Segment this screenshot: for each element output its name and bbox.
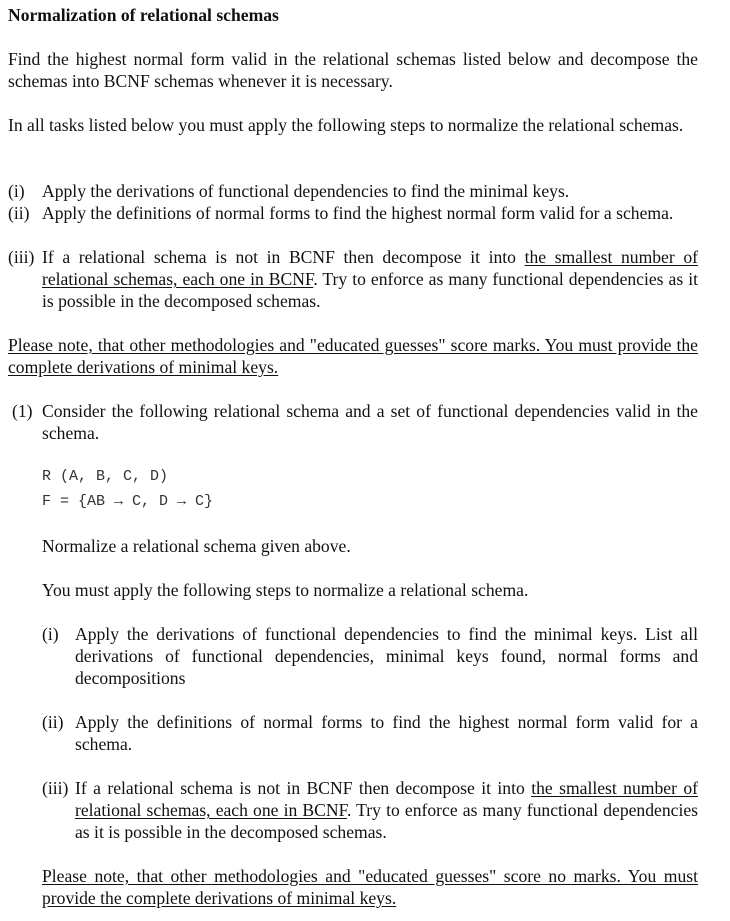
intro-paragraph: Find the highest normal form valid in the relational schemas listed below and decompose the schemas into BCNF schemas whenever it is necessary. (8, 49, 698, 91)
step-text: Apply the derivations of functional dependencies to find the minimal keys. List all derivations of functional dependencies, minimal keys found, normal forms and decompositions (75, 624, 698, 688)
task-step-item-iii (42, 777, 698, 843)
step-item-iii (8, 246, 698, 312)
step-number: (iii) (8, 247, 35, 267)
apply-instruction: You must apply the following steps to normalize a relational schema. (42, 580, 529, 600)
step-text: If a relational schema is not in BCNF then decompose it into the smallest number of relational schemas, each one in BCNF. Try to enforce as many functional dependencies as it is possible in the decomposed schemas. (42, 247, 698, 311)
step-item-ii (8, 202, 698, 246)
task-step-item-ii (42, 711, 698, 755)
step-number: (i) (42, 624, 59, 644)
step-number: (iii) (42, 778, 69, 798)
task-step-item-i (42, 623, 698, 689)
task-note-paragraph: Please note, that other methodologies and "educated guesses" score no marks. You must provide the complete derivations of minimal keys. (42, 866, 698, 908)
step-text: Apply the definitions of normal forms to find the highest normal form valid for a schema. (42, 203, 674, 223)
page-title: Normalization of relational schemas (8, 5, 279, 25)
step-number: (i) (8, 181, 25, 201)
step-number: (ii) (8, 203, 30, 223)
normalize-instruction: Normalize a relational schema given above. (42, 536, 351, 556)
step-number: (ii) (42, 712, 64, 732)
step-item-i (8, 180, 698, 202)
underlined-phrase: the smallest number of relational schemas, each one in BCNF (75, 778, 698, 820)
underlined-phrase: the smallest number of relational schemas, each one in BCNF (42, 247, 698, 289)
step-text: Apply the derivations of functional dependencies to find the minimal keys. (42, 181, 570, 201)
steps-intro-paragraph: In all tasks listed below you must apply the following steps to normalize the relational schemas. (8, 115, 684, 135)
task-number: (1) (12, 401, 33, 421)
task-item-1 (12, 400, 698, 444)
task-text: Consider the following relational schema and a set of functional dependencies valid in the schema. (42, 401, 698, 443)
step-text: Apply the definitions of normal forms to find the highest normal form valid for a schema. (75, 712, 698, 754)
relation-schema: R (A, B, C, D) (42, 468, 169, 485)
note-paragraph: Please note, that other methodologies and "educated guesses" score marks. You must provide the complete derivations of minimal keys. (8, 335, 698, 377)
step-text: If a relational schema is not in BCNF then decompose it into the smallest number of relational schemas, each one in BCNF. Try to enforce as many functional dependencies as it is possible in the decomposed schemas. (75, 778, 698, 842)
functional-dependencies: F = {AB → C, D → C} (42, 493, 214, 510)
